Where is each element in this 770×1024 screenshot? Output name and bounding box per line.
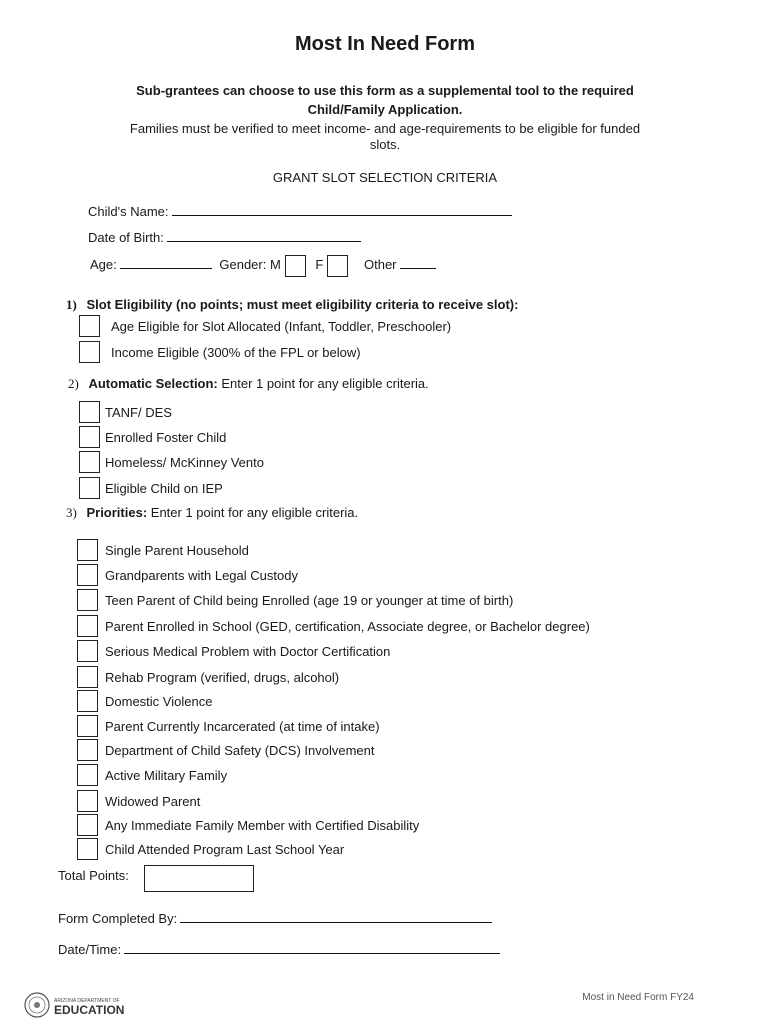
section3-item-label: Any Immediate Family Member with Certified Disability (105, 818, 420, 833)
section3-item-label: Department of Child Safety (DCS) Involvement (105, 743, 375, 758)
childs-name-field[interactable] (172, 203, 512, 216)
section3-checkbox[interactable] (77, 814, 98, 836)
section3-checkbox[interactable] (77, 838, 98, 860)
page-title: Most In Need Form (294, 33, 475, 55)
gender-label: Gender: M (219, 257, 281, 272)
section3-checkbox[interactable] (77, 739, 98, 761)
section3-number: 3) (66, 505, 77, 520)
section3-checkbox[interactable] (77, 764, 98, 786)
criteria-heading: GRANT SLOT SELECTION CRITERIA (272, 170, 498, 185)
section2-item-label: Eligible Child on IEP (105, 481, 223, 496)
section2-checkbox[interactable] (79, 451, 100, 473)
section2-title: Automatic Selection: (88, 376, 218, 391)
date-time-row (58, 941, 500, 957)
section1-heading (66, 297, 518, 313)
section3-item-label: Parent Enrolled in School (GED, certification, Associate degree, or Bachelor degree) (105, 619, 590, 634)
gender-other-label: Other (364, 257, 397, 272)
section2-checkbox[interactable] (79, 401, 100, 423)
section3-item-label: Serious Medical Problem with Doctor Certification (105, 644, 391, 659)
section3-checkbox[interactable] (77, 640, 98, 662)
section2-item-label: Homeless/ McKinney Vento (105, 455, 264, 470)
section3-title: Priorities: (86, 505, 148, 520)
age-gender-row (90, 253, 436, 277)
date-time-field[interactable] (124, 941, 500, 954)
section3-item-label: Widowed Parent (105, 794, 201, 809)
childs-name-label: Child's Name: (88, 204, 169, 219)
section3-item-label: Child Attended Program Last School Year (105, 842, 345, 857)
seal-icon (24, 990, 144, 1020)
form-completed-row (58, 910, 492, 926)
section1-item-label: Age Eligible for Slot Allocated (Infant, Toddler, Preschooler) (111, 319, 452, 334)
intro-bold-line-2: Child/Family Application. (307, 102, 463, 117)
section3-checkbox[interactable] (77, 589, 98, 611)
section2-number: 2) (68, 376, 79, 391)
logo-line-2: EDUCATION (54, 1003, 125, 1017)
age-label: Age: (90, 257, 117, 272)
gender-female-checkbox[interactable] (327, 255, 348, 277)
total-points-label: Total Points: (58, 868, 129, 883)
section3-heading (66, 505, 358, 521)
gender-other-field[interactable] (400, 256, 436, 269)
date-time-label: Date/Time: (58, 942, 122, 957)
section1-number: 1) (66, 297, 77, 312)
section3-instructions: Enter 1 point for any eligible criteria. (147, 505, 359, 520)
section3-item-label: Single Parent Household (105, 543, 249, 558)
intro-line-4: slots. (369, 137, 401, 152)
dob-row (88, 229, 361, 245)
intro-bold-line-1: Sub-grantees can choose to use this form as a supplemental tool to the required (136, 83, 634, 98)
form-completed-label: Form Completed By: (58, 911, 178, 926)
section3-checkbox[interactable] (77, 790, 98, 812)
section3-checkbox[interactable] (77, 564, 98, 586)
dob-field[interactable] (167, 229, 361, 242)
section3-checkbox[interactable] (77, 690, 98, 712)
section2-item-label: Enrolled Foster Child (105, 430, 227, 445)
gender-female-label: F (315, 257, 324, 272)
section3-checkbox[interactable] (77, 666, 98, 688)
age-field[interactable] (120, 256, 212, 269)
gender-male-checkbox[interactable] (285, 255, 306, 277)
section1-title: Slot Eligibility (no points; must meet eligibility criteria to receive slot): (86, 297, 519, 312)
section1-checkbox[interactable] (79, 341, 100, 363)
intro-line-3: Families must be verified to meet income- and age-requirements to be eligible for funded (129, 121, 641, 136)
section3-item-label: Grandparents with Legal Custody (105, 568, 298, 583)
dob-label: Date of Birth: (88, 230, 164, 245)
section2-instructions: Enter 1 point for any eligible criteria. (217, 376, 429, 391)
section3-item-label: Rehab Program (verified, drugs, alcohol) (105, 670, 340, 685)
section3-item-label: Teen Parent of Child being Enrolled (age 19 or younger at time of birth) (105, 593, 514, 608)
footer-text: Most in Need Form FY24 (582, 992, 694, 1003)
childs-name-row (88, 203, 512, 219)
logo-line-1: ARIZONA DEPARTMENT OF (54, 998, 120, 1004)
total-points-field[interactable] (144, 865, 254, 892)
section2-checkbox[interactable] (79, 426, 100, 448)
section3-checkbox[interactable] (77, 539, 98, 561)
section3-item-label: Domestic Violence (105, 694, 213, 709)
form-completed-field[interactable] (180, 910, 492, 923)
ade-logo (24, 990, 144, 1020)
section1-item-label: Income Eligible (300% of the FPL or below) (111, 345, 361, 360)
section2-item-label: TANF/ DES (105, 405, 172, 420)
section1-checkbox[interactable] (79, 315, 100, 337)
section2-checkbox[interactable] (79, 477, 100, 499)
section3-checkbox[interactable] (77, 615, 98, 637)
section3-item-label: Parent Currently Incarcerated (at time of intake) (105, 719, 380, 734)
section2-heading (68, 376, 429, 392)
section3-checkbox[interactable] (77, 715, 98, 737)
section3-item-label: Active Military Family (105, 768, 228, 783)
